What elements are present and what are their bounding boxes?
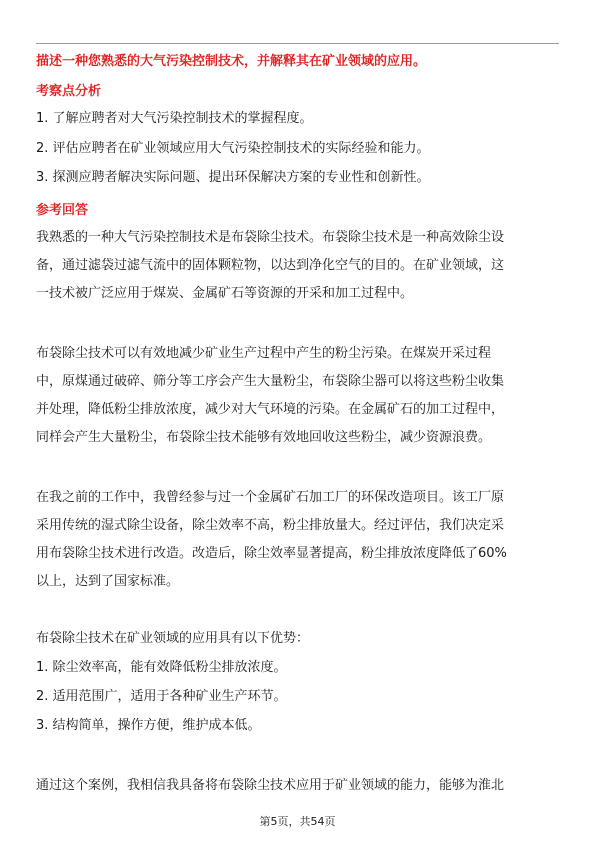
analysis-heading: 考察点分析	[36, 84, 102, 99]
advantages-intro: 布袋除尘技术在矿业领域的应用具有以下优势：	[36, 631, 310, 646]
paragraph-line: 一技术被广泛应用于煤炭、金属矿石等资源的开采和加工过程中。	[36, 286, 414, 301]
answer-paragraph	[36, 340, 558, 452]
paragraph-line: 用布袋除尘技术进行改造。改造后，除尘效率显著提高，粉尘排放浓度降低了60%	[36, 546, 507, 561]
paragraph-line: 中，原煤通过破碎、筛分等工序会产生大量粉尘，布袋除尘器可以将这些粉尘收集	[36, 374, 505, 389]
question-title: 描述一种您熟悉的大气污染控制技术，并解释其在矿业领域的应用。	[36, 54, 427, 69]
analysis-item: 2. 评估应聘者在矿业领域应用大气污染控制技术的实际经验和能力。	[36, 141, 430, 156]
advantage-item: 2. 适用范围广，适用于各种矿业生产环节。	[36, 689, 287, 704]
answer-paragraph	[36, 224, 558, 308]
advantage-item: 3. 结构简单，操作方便，维护成本低。	[36, 718, 261, 733]
analysis-item: 3. 探测应聘者解决实际问题、提出环保解决方案的专业性和创新性。	[36, 170, 430, 185]
paragraph-line: 同样会产生大量粉尘，布袋除尘技术能够有效地回收这些粉尘，减少资源浪费。	[36, 430, 492, 445]
paragraph-line: 备，通过滤袋过滤气流中的固体颗粒物，以达到净化空气的目的。在矿业领域，这	[36, 258, 505, 273]
analysis-item: 1. 了解应聘者对大气污染控制技术的掌握程度。	[36, 111, 313, 126]
paragraph-line: 并处理，降低粉尘排放浓度，减少对大气环境的污染。在金属矿石的加工过程中，	[36, 402, 505, 417]
paragraph-line: 布袋除尘技术可以有效地减少矿业生产过程中产生的粉尘污染。在煤炭开采过程	[36, 346, 492, 361]
header-divider	[36, 43, 559, 44]
answer-heading: 参考回答	[36, 203, 89, 218]
page-number: 第5页，共54页	[259, 815, 336, 828]
advantage-item: 1. 除尘效率高，能有效降低粉尘排放浓度。	[36, 660, 287, 675]
paragraph-line: 采用传统的湿式除尘设备，除尘效率不高，粉尘排放量大。经过评估，我们决定采	[36, 518, 505, 533]
paragraph-line: 以上，达到了国家标准。	[36, 574, 180, 589]
closing-line: 通过这个案例，我相信我具备将布袋除尘技术应用于矿业领域的能力，能够为淮北	[36, 778, 505, 793]
paragraph-line: 我熟悉的一种大气污染控制技术是布袋除尘技术。布袋除尘技术是一种高效除尘设	[36, 230, 505, 245]
answer-paragraph	[36, 484, 558, 596]
paragraph-line: 在我之前的工作中，我曾经参与过一个金属矿石加工厂的环保改造项目。该工厂原	[36, 490, 505, 505]
